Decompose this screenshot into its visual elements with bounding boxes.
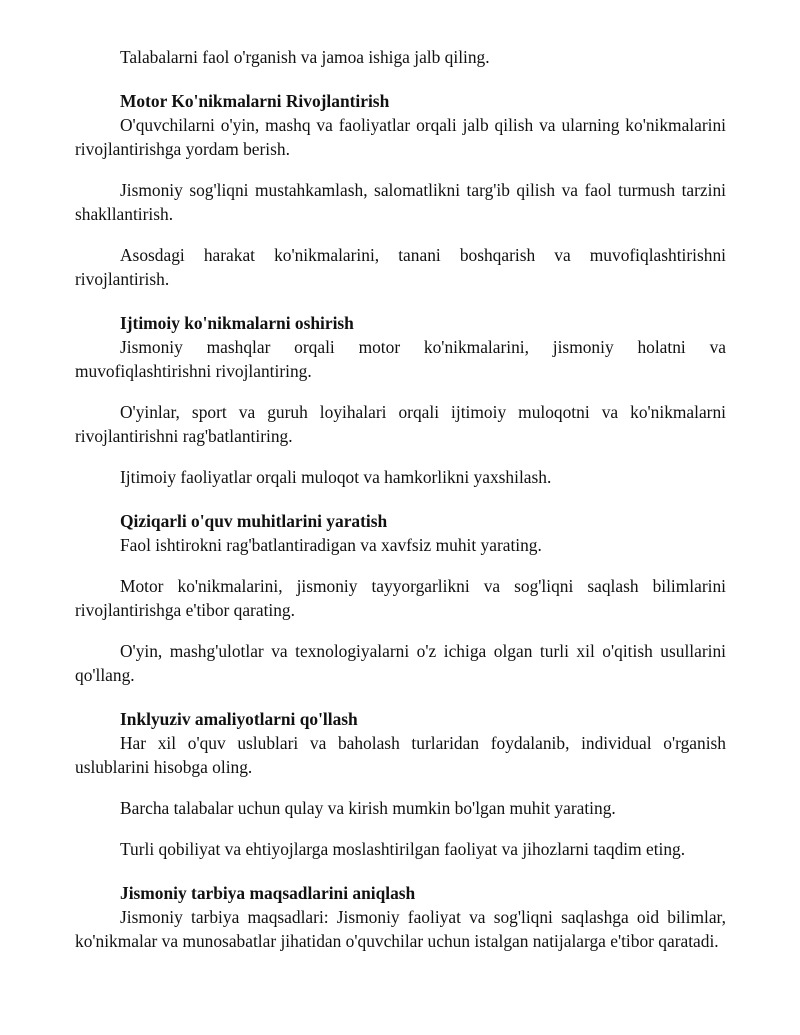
section-paragraph: Har xil o'quv uslublari va baholash turlaridan foydalanib, individual o'rganish uslublarini hisobga oling.	[75, 733, 726, 777]
section-paragraph: Asosdagi harakat ko'nikmalarini, tanani boshqarish va muvofiqlashtirishni rivojlantirish.	[75, 245, 726, 289]
section-social-skills	[75, 311, 726, 489]
section-learning-environment	[75, 509, 726, 687]
section-paragraph: Barcha talabalar uchun qulay va kirish mumkin bo'lgan muhit yarating.	[120, 798, 616, 818]
section-paragraph: O'quvchilarni o'yin, mashq va faoliyatlar orqali jalb qilish va ularning ko'nikmalarini rivojlantirishga yordam berish.	[75, 115, 726, 159]
section-pe-goals	[75, 881, 726, 953]
section-heading: Inklyuziv amaliyotlarni qo'llash	[120, 709, 358, 729]
section-motor-skills	[75, 89, 726, 291]
section-heading: Motor Ko'nikmalarni Rivojlantirish	[120, 91, 390, 111]
section-paragraph: Jismoniy tarbiya maqsadlari: Jismoniy faoliyat va sog'liqni saqlashga oid bilimlar, ko'nikmalar va munosabatlar jihatidan o'quvchilar uchun istalgan natijalarga e'tibor qaratadi.	[75, 907, 726, 951]
section-heading: Qiziqarli o'quv muhitlarini yaratish	[120, 511, 388, 531]
section-paragraph: O'yin, mashg'ulotlar va texnologiyalarni o'z ichiga olgan turli xil o'qitish usullarini qo'llang.	[75, 641, 726, 685]
intro-paragraph: Talabalarni faol o'rganish va jamoa ishiga jalb qiling.	[120, 47, 490, 67]
section-paragraph: Motor ko'nikmalarini, jismoniy tayyorgarlikni va sog'liqni saqlash bilimlarini rivojlantirishga e'tibor qarating.	[75, 576, 726, 620]
section-paragraph: Faol ishtirokni rag'batlantiradigan va xavfsiz muhit yarating.	[120, 535, 542, 555]
section-heading: Ijtimoiy ko'nikmalarni oshirish	[120, 313, 354, 333]
document-page	[75, 45, 726, 953]
section-inclusive-practices	[75, 707, 726, 861]
section-paragraph: Ijtimoiy faoliyatlar orqali muloqot va hamkorlikni yaxshilash.	[120, 467, 552, 487]
section-paragraph: Turli qobiliyat va ehtiyojlarga moslashtirilgan faoliyat va jihozlarni taqdim eting.	[120, 839, 686, 859]
section-paragraph: Jismoniy sog'liqni mustahkamlash, salomatlikni targ'ib qilish va faol turmush tarzini shakllantirish.	[75, 180, 726, 224]
section-paragraph: O'yinlar, sport va guruh loyihalari orqali ijtimoiy muloqotni va ko'nikmalarni rivojlantirishni rag'batlantiring.	[75, 402, 726, 446]
section-paragraph: Jismoniy mashqlar orqali motor ko'nikmalarini, jismoniy holatni va muvofiqlashtirishni rivojlantiring.	[75, 337, 726, 381]
section-heading: Jismoniy tarbiya maqsadlarini aniqlash	[120, 883, 416, 903]
